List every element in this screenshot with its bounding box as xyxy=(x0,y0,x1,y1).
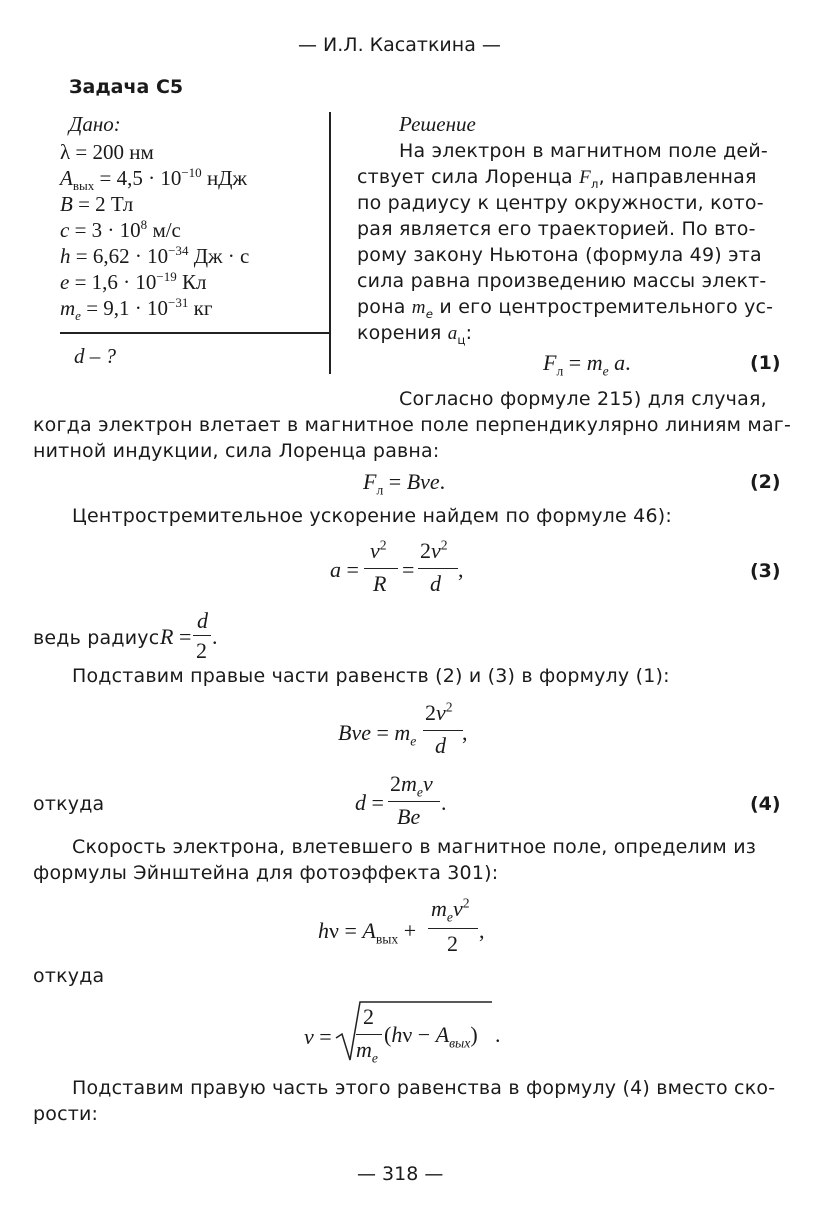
paragraph-9-line-2: рости: xyxy=(33,1103,99,1125)
equation-2: $F_л$ = Bve. xyxy=(363,469,446,498)
equation-1: $F_л = m_e$ a. xyxy=(543,350,631,379)
paragraph-4: ведь радиус xyxy=(33,627,160,649)
solution-line-3: по радиусу к центру окружности, кото- xyxy=(357,192,764,214)
solution-line-2: ствует сила Лоренца $F_л$, направленная xyxy=(357,166,757,191)
solution-line-8: корения $a_ц$: xyxy=(357,322,473,347)
paragraph-2-line-3: нитной индукции, сила Лоренца равна: xyxy=(33,440,440,462)
paragraph-2-line-1: Согласно формуле 215) для случая, xyxy=(399,388,767,410)
paragraph-8: откуда xyxy=(33,965,105,987)
paragraph-7-line-1: Скорость электрона, влетевшего в магнитное поле, определим из xyxy=(72,836,757,858)
paragraph-5: Подставим правые части равенств (2) и (3) в формулу (1): xyxy=(72,665,670,687)
page-number: — 318 — xyxy=(357,1163,444,1185)
solution-line-5: рому закону Ньютона (формула 49) эта xyxy=(357,244,762,266)
paragraph-2-line-2: когда электрон влетает в магнитное поле перпендикулярно линиям маг- xyxy=(33,414,792,436)
given-item-h: $h = 6,62 \cdot 10^{-34}$ Дж · с xyxy=(60,243,250,268)
equation-number-2: (2) xyxy=(750,471,781,493)
solution-line-6: сила равна произведению массы элект- xyxy=(357,270,767,292)
given-item-b: B = 2 Тл xyxy=(60,192,134,216)
equation-number-3: (3) xyxy=(750,560,781,582)
given-item-work-function: $A_{вых} = 4,5 \cdot 10^{-10}$ нДж xyxy=(60,165,248,194)
given-label: Дано: xyxy=(69,112,121,136)
given-item-lambda: λ = 200 нм xyxy=(60,140,154,164)
paragraph-3: Центростремительное ускорение найдем по формуле 46): xyxy=(72,505,672,527)
given-item-me: $m_e = 9,1 \cdot 10^{-31}$ кг xyxy=(60,295,213,324)
equation-number-1: (1) xyxy=(750,352,781,374)
given-item-e: $e = 1,6 \cdot 10^{-19}$ Кл xyxy=(60,269,207,294)
paragraph-6: откуда xyxy=(33,793,105,815)
problem-title: Задача С5 xyxy=(69,76,184,98)
given-vertical-rule xyxy=(329,112,331,374)
solution-label: Решение xyxy=(399,112,476,136)
running-title: — И.Л. Касаткина — xyxy=(298,34,501,56)
paragraph-9-line-1: Подставим правую часть этого равенства в формулу (4) вместо ско- xyxy=(72,1077,776,1099)
solution-line-1: На электрон в магнитном поле дей- xyxy=(399,140,768,162)
find-label: d – ? xyxy=(74,344,116,368)
paragraph-7-line-2: формулы Эйнштейна для фотоэффекта 301): xyxy=(33,862,499,884)
solution-line-4: рая является его траекторией. По вто- xyxy=(357,218,756,240)
given-item-c: $c = 3 \cdot 10^8$ м/с xyxy=(60,217,181,242)
equation-number-4: (4) xyxy=(750,793,781,815)
given-divider xyxy=(60,332,330,334)
solution-line-7: рона $m_e$ и его центростремительного ус- xyxy=(357,296,774,321)
